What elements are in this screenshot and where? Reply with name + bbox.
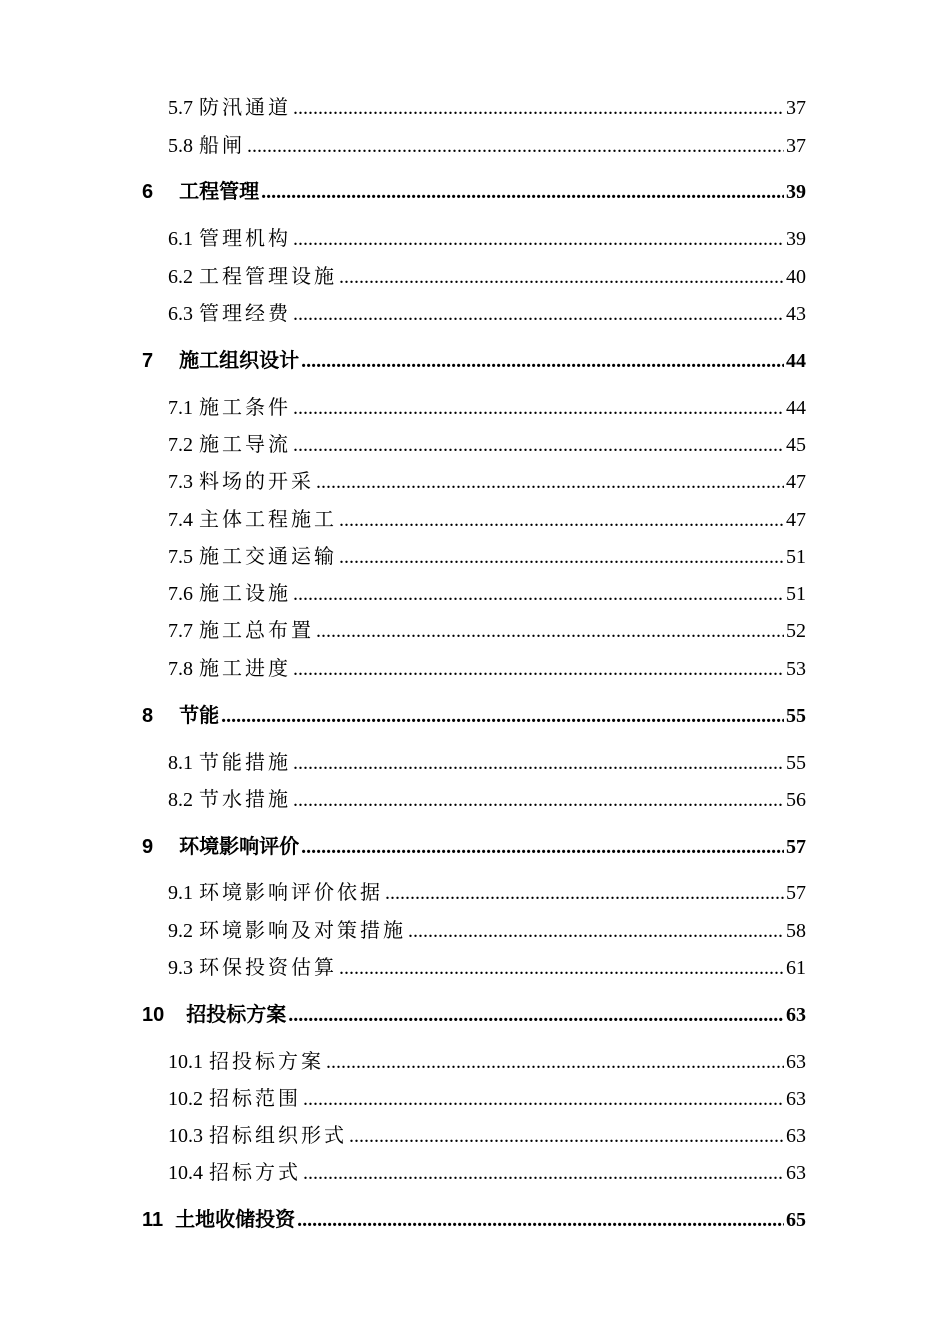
toc-entry-number: 6 — [142, 181, 154, 203]
toc-chapter-entry[interactable] — [142, 176, 806, 206]
toc-entry-page-number: 43 — [786, 303, 806, 325]
toc-section-entry[interactable] — [168, 504, 806, 534]
toc-entry-page-number: 39 — [786, 181, 806, 203]
toc-entry-title: 管理经费 — [199, 301, 291, 325]
dot-leader — [301, 346, 784, 375]
toc-section-entry[interactable] — [168, 429, 806, 459]
toc-entry-number: 7.3 — [168, 471, 193, 493]
toc-entry-title: 土地收储投资 — [175, 1207, 296, 1231]
dot-leader — [316, 467, 784, 496]
dot-leader — [297, 1205, 784, 1234]
toc-entry-page-number: 63 — [786, 1004, 806, 1026]
toc-entry-number: 10.3 — [168, 1125, 203, 1147]
toc-section-entry[interactable] — [168, 653, 806, 683]
dot-leader — [247, 131, 784, 160]
toc-entry-number: 8.2 — [168, 789, 193, 811]
dot-leader — [293, 93, 784, 122]
toc-chapter-entry[interactable] — [142, 700, 806, 730]
toc-section-entry[interactable] — [168, 92, 806, 122]
toc-entry-number: 10 — [142, 1004, 165, 1026]
toc-entry-number: 5.7 — [168, 97, 193, 119]
toc-entry-number: 8 — [142, 705, 154, 727]
toc-entry-title: 节水措施 — [199, 787, 291, 811]
toc-section-entry[interactable] — [168, 952, 806, 982]
toc-entry-number: 11 — [142, 1209, 164, 1231]
toc-entry-title: 节能措施 — [199, 750, 291, 774]
toc-chapter-entry[interactable] — [142, 999, 806, 1029]
toc-entry-page-number: 56 — [786, 789, 806, 811]
dot-leader — [349, 1121, 784, 1150]
toc-entry-page-number: 57 — [786, 836, 806, 858]
dot-leader — [339, 505, 784, 534]
toc-entry-title: 施工组织设计 — [179, 348, 300, 372]
dot-leader — [303, 1158, 784, 1187]
dot-leader — [303, 1084, 784, 1113]
toc-section-entry[interactable] — [168, 1120, 806, 1150]
toc-entry-title: 防汛通道 — [199, 95, 291, 119]
toc-entry-number: 5.8 — [168, 135, 193, 157]
toc-entry-page-number: 55 — [786, 752, 806, 774]
dot-leader — [408, 916, 784, 945]
toc-entry-number: 9.2 — [168, 920, 193, 942]
toc-entry-title: 环境影响评价 — [179, 834, 300, 858]
toc-entry-title: 工程管理 — [179, 179, 260, 203]
toc-entry-number: 9.3 — [168, 957, 193, 979]
toc-entry-page-number: 51 — [786, 546, 806, 568]
toc-entry-number: 7.1 — [168, 397, 193, 419]
toc-entry-page-number: 61 — [786, 957, 806, 979]
toc-entry-number: 6.3 — [168, 303, 193, 325]
toc-section-entry[interactable] — [168, 784, 806, 814]
dot-leader — [293, 224, 784, 253]
toc-entry-number: 10.4 — [168, 1162, 203, 1184]
toc-entry-title: 工程管理设施 — [199, 264, 337, 288]
dot-leader — [288, 1000, 784, 1029]
toc-entry-number: 7 — [142, 350, 154, 372]
toc-entry-number: 8.1 — [168, 752, 193, 774]
toc-section-entry[interactable] — [168, 578, 806, 608]
toc-section-entry[interactable] — [168, 298, 806, 328]
dot-leader — [326, 1047, 784, 1076]
toc-entry-title: 招投标方案 — [186, 1002, 287, 1026]
toc-entry-page-number: 47 — [786, 509, 806, 531]
toc-entry-page-number: 55 — [786, 705, 806, 727]
toc-section-entry[interactable] — [168, 1157, 806, 1187]
dot-leader — [293, 299, 784, 328]
toc-entry-title: 招标范围 — [209, 1086, 301, 1110]
toc-entry-page-number: 58 — [786, 920, 806, 942]
toc-entry-number: 7.5 — [168, 546, 193, 568]
toc-entry-page-number: 63 — [786, 1051, 806, 1073]
toc-entry-title: 节能 — [179, 703, 220, 727]
toc-section-entry[interactable] — [168, 261, 806, 291]
toc-chapter-entry[interactable] — [142, 1204, 806, 1234]
toc-entry-number: 7.8 — [168, 658, 193, 680]
toc-entry-title: 施工设施 — [199, 581, 291, 605]
toc-entry-page-number: 57 — [786, 882, 806, 904]
toc-entry-title: 船闸 — [199, 133, 245, 157]
toc-section-entry[interactable] — [168, 466, 806, 496]
dot-leader — [293, 393, 784, 422]
toc-chapter-entry[interactable] — [142, 345, 806, 375]
toc-entry-number: 6.2 — [168, 266, 193, 288]
toc-entry-page-number: 63 — [786, 1088, 806, 1110]
toc-entry-title: 环境影响及对策措施 — [199, 918, 406, 942]
toc-section-entry[interactable] — [168, 1083, 806, 1113]
toc-entry-page-number: 65 — [786, 1209, 806, 1231]
toc-entry-title: 施工条件 — [199, 395, 291, 419]
dot-leader — [316, 616, 784, 645]
toc-entry-title: 招投标方案 — [209, 1049, 324, 1073]
toc-entry-page-number: 51 — [786, 583, 806, 605]
dot-leader — [339, 953, 784, 982]
toc-entry-title: 环境影响评价依据 — [199, 880, 383, 904]
dot-leader — [293, 579, 784, 608]
toc-entry-title: 施工导流 — [199, 432, 291, 456]
toc-chapter-entry[interactable] — [142, 831, 806, 861]
toc-entry-page-number: 45 — [786, 434, 806, 456]
toc-entry-page-number: 37 — [786, 135, 806, 157]
toc-section-entry[interactable] — [168, 392, 806, 422]
toc-entry-number: 9.1 — [168, 882, 193, 904]
toc-section-entry[interactable] — [168, 615, 806, 645]
toc-entry-title: 环保投资估算 — [199, 955, 337, 979]
toc-entry-title: 施工总布置 — [199, 618, 314, 642]
dot-leader — [385, 878, 784, 907]
toc-entry-page-number: 39 — [786, 228, 806, 250]
dot-leader — [261, 177, 784, 206]
toc-entry-number: 7.2 — [168, 434, 193, 456]
dot-leader — [301, 832, 784, 861]
dot-leader — [293, 430, 784, 459]
dot-leader — [339, 262, 784, 291]
toc-entry-page-number: 44 — [786, 397, 806, 419]
toc-section-entry[interactable] — [168, 747, 806, 777]
toc-entry-page-number: 63 — [786, 1125, 806, 1147]
toc-entry-number: 7.4 — [168, 509, 193, 531]
toc-section-entry[interactable] — [168, 1046, 806, 1076]
dot-leader — [339, 542, 784, 571]
toc-entry-title: 招标组织形式 — [209, 1123, 347, 1147]
dot-leader — [293, 654, 784, 683]
toc-entry-title: 施工进度 — [199, 656, 291, 680]
toc-entry-number: 6.1 — [168, 228, 193, 250]
toc-entry-page-number: 52 — [786, 620, 806, 642]
toc-entry-number: 10.1 — [168, 1051, 203, 1073]
toc-section-entry[interactable] — [168, 541, 806, 571]
toc-entry-title: 施工交通运输 — [199, 544, 337, 568]
toc-section-entry[interactable] — [168, 130, 806, 160]
toc-entry-title: 主体工程施工 — [199, 507, 337, 531]
toc-entry-title: 料场的开采 — [199, 469, 314, 493]
toc-entry-number: 10.2 — [168, 1088, 203, 1110]
toc-entry-page-number: 37 — [786, 97, 806, 119]
toc-section-entry[interactable] — [168, 877, 806, 907]
toc-entry-page-number: 53 — [786, 658, 806, 680]
toc-entry-number: 7.7 — [168, 620, 193, 642]
dot-leader — [293, 748, 784, 777]
toc-entry-page-number: 40 — [786, 266, 806, 288]
dot-leader — [221, 701, 784, 730]
toc-section-entry[interactable] — [168, 915, 806, 945]
toc-entry-number: 9 — [142, 836, 154, 858]
toc-entry-page-number: 47 — [786, 471, 806, 493]
toc-entry-number: 7.6 — [168, 583, 193, 605]
toc-entry-title: 管理机构 — [199, 226, 291, 250]
toc-entry-page-number: 63 — [786, 1162, 806, 1184]
toc-entry-page-number: 44 — [786, 350, 806, 372]
toc-entry-title: 招标方式 — [209, 1160, 301, 1184]
dot-leader — [293, 785, 784, 814]
toc-section-entry[interactable] — [168, 223, 806, 253]
